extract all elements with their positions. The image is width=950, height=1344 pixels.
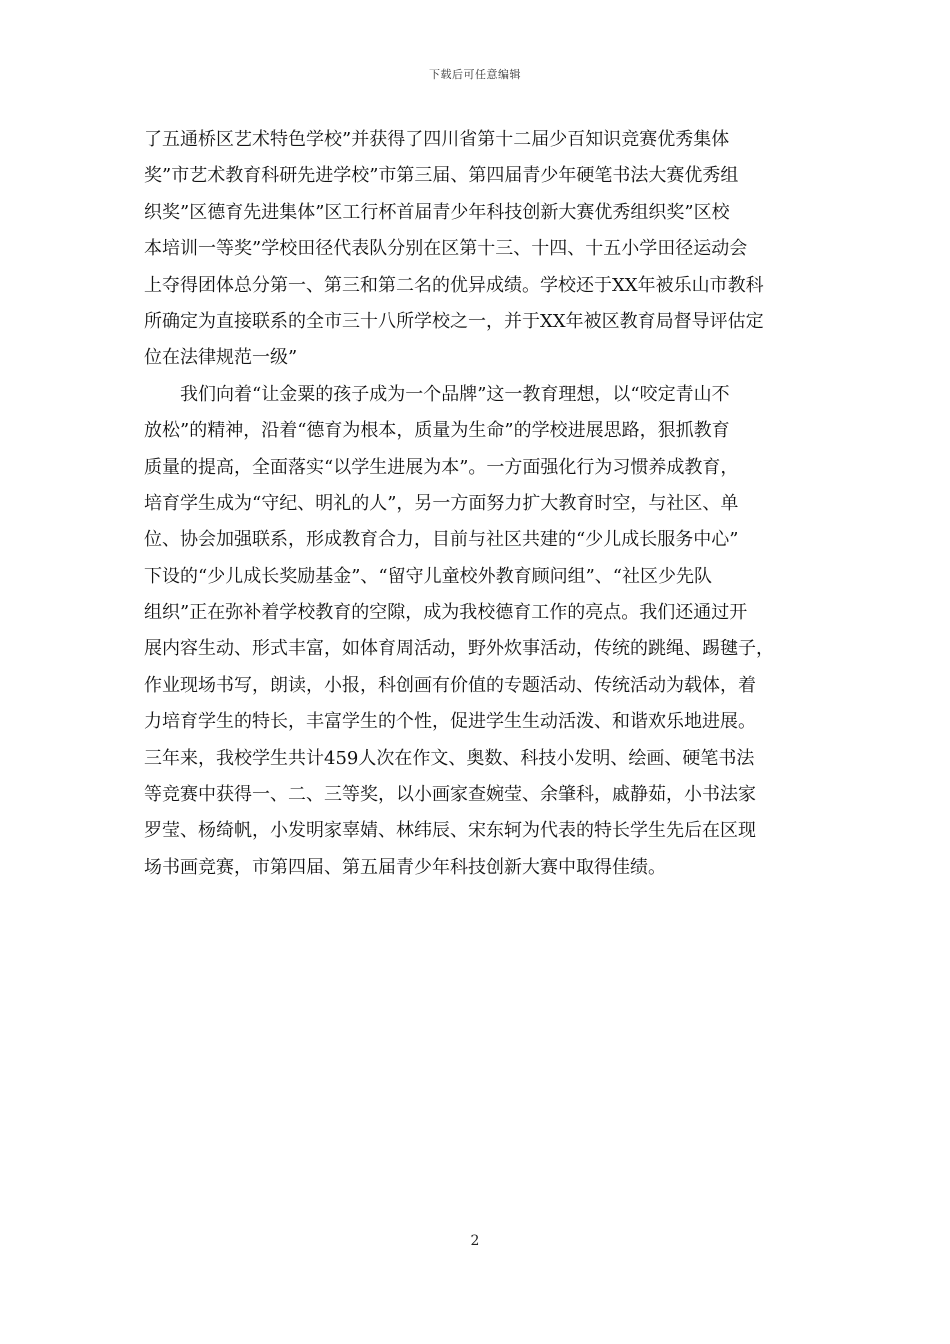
text-line: 所确定为直接联系的全市三十八所学校之一，并于XX年被区教育局督导评估定 — [144, 310, 764, 332]
text-line: 质量的提高，全面落实“以学生进展为本”。一方面强化行为习惯养成教育， — [144, 456, 739, 478]
paragraph-2 — [144, 377, 808, 886]
text-line: 三年来，我校学生共计459人次在作文、奥数、科技小发明、绘画、硬笔书法 — [144, 747, 755, 769]
text-line: 下设的“少儿成长奖励基金”、“留守儿童校外教育顾问组”、“社区少先队 — [144, 565, 713, 587]
text-line: 等竞赛中获得一、二、三等奖，以小画家查婉莹、余肇科，戚静茹，小书法家 — [144, 784, 756, 806]
text-line: 位在法律规范一级” — [144, 347, 298, 369]
text-line: 我们向着“让金粟的孩子成为一个品牌”这一教育理想，以“咬定青山不 — [180, 383, 730, 405]
paragraph-1 — [144, 122, 808, 377]
text-line: 本培训一等奖”学校田径代表队分别在区第十三、十四、十五小学田径运动会 — [144, 238, 748, 260]
text-line: 作业现场书写，朗读，小报，科创画有价值的专题活动、传统活动为载体，着 — [144, 674, 756, 696]
text-line: 罗莹、杨绮帆，小发明家辜婧、林纬辰、宋东轲为代表的特长学生先后在区现 — [144, 820, 756, 842]
text-line: 织奖”区德育先进集体”区工行杯首届青少年科技创新大赛优秀组织奖”区校 — [144, 201, 730, 223]
page-number: 2 — [470, 1233, 480, 1249]
document-body — [144, 122, 808, 886]
text-line: 场书画竞赛，市第四届、第五届青少年科技创新大赛中取得佳绩。 — [144, 856, 666, 878]
text-line: 组织”正在弥补着学校教育的空隙，成为我校德育工作的亮点。我们还通过开 — [144, 602, 748, 624]
text-line: 培育学生成为“守纪、明礼的人”，另一方面努力扩大教育时空，与社区、单 — [144, 492, 739, 514]
text-line: 奖”市艺术教育科研先进学校”市第三届、第四届青少年硬笔书法大赛优秀组 — [144, 165, 739, 187]
text-line: 力培育学生的特长，丰富学生的个性，促进学生生动活泼、和谐欢乐地进展。 — [144, 711, 756, 733]
text-line: 展内容生动、形式丰富，如体育周活动，野外炊事活动，传统的跳绳、踢毽子， — [144, 638, 774, 660]
text-line: 了五通桥区艺术特色学校”并获得了四川省第十二届少百知识竞赛优秀集体 — [144, 129, 730, 150]
text-line: 位、协会加强联系，形成教育合力，目前与社区共建的“少儿成长服务中心” — [144, 529, 739, 551]
text-line: 放松”的精神，沿着“德育为根本，质量为生命”的学校进展思路，狠抓教育 — [144, 420, 730, 442]
page-header: 下载后可任意编辑 — [429, 68, 521, 81]
text-line: 上夺得团体总分第一、第三和第二名的优异成绩。学校还于XX年被乐山市教科 — [144, 274, 764, 296]
